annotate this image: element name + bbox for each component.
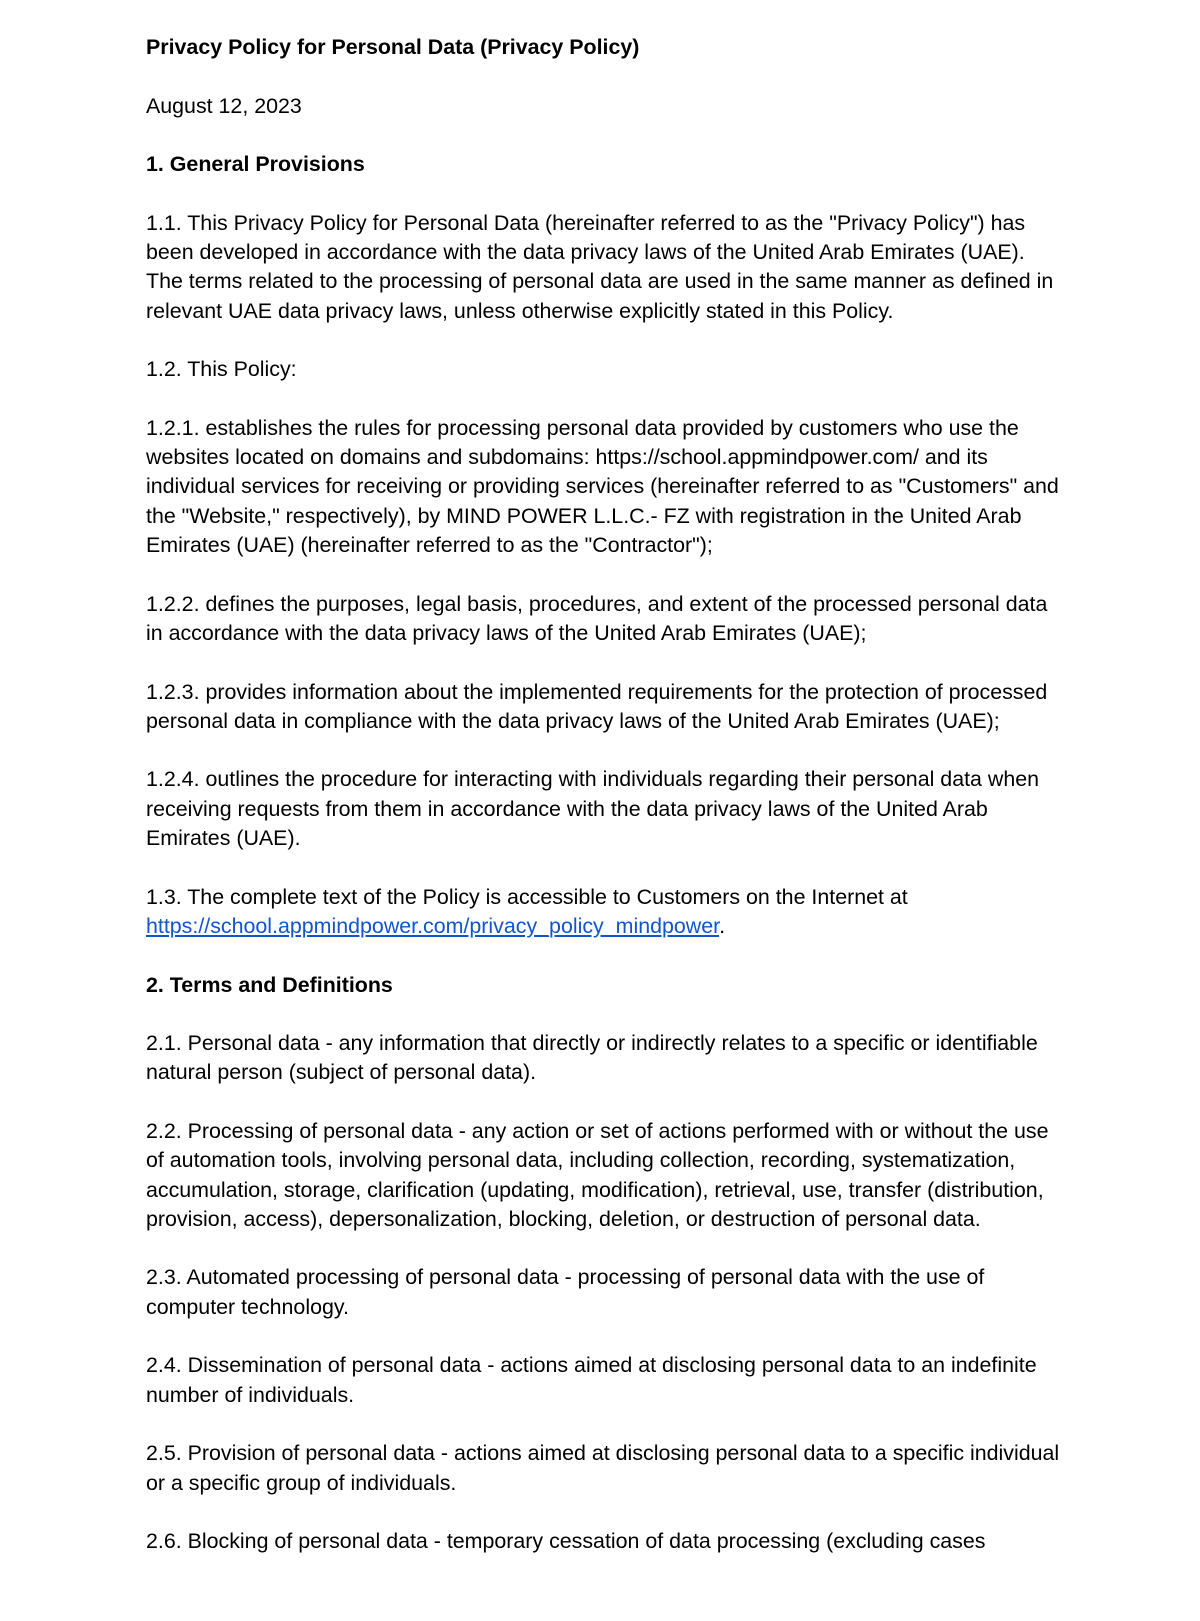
document-title: Privacy Policy for Personal Data (Privacy Policy)	[146, 35, 640, 59]
section-heading-terms-definitions: 2. Terms and Definitions	[146, 972, 393, 997]
paragraph-1-3-text: 1.3. The complete text of the Policy is accessible to Customers on the Internet at	[146, 884, 908, 909]
paragraph-2-4: 2.4. Dissemination of personal data - actions aimed at disclosing personal data to an indefinite number of individuals.	[146, 1353, 1037, 1407]
paragraph-2-3: 2.3. Automated processing of personal data - processing of personal data with the use of computer technology.	[146, 1265, 985, 1319]
paragraph-1-2-1: 1.2.1. establishes the rules for processing personal data provided by customers who use the websites located on domains and subdomains: https://school.appmindpower.com/ and its individual services for receiving or providing services (hereinafter referred to as "Customers" and the "Website," respectively), by MIND POWER L.L.C.- FZ with registration in the United Arab Emirates (UAE) (hereinafter referred to as the "Contractor");	[146, 415, 1059, 558]
document-date: August 12, 2023	[146, 93, 302, 118]
paragraph-1-2-2: 1.2.2. defines the purposes, legal basis, procedures, and extent of the processed personal data in accordance with the data privacy laws of the United Arab Emirates (UAE);	[146, 591, 1048, 645]
section-heading-general-provisions: 1. General Provisions	[146, 152, 365, 177]
paragraph-1-2: 1.2. This Policy:	[146, 357, 297, 382]
paragraph-2-1: 2.1. Personal data - any information that directly or indirectly relates to a specific or identifiable natural person (subject of personal data).	[146, 1031, 1038, 1085]
paragraph-1-2-4: 1.2.4. outlines the procedure for interacting with individuals regarding their personal data when receiving requests from them in accordance with the data privacy laws of the United Arab Emirates (UAE).	[146, 767, 1040, 851]
paragraph-2-6: 2.6. Blocking of personal data - temporary cessation of data processing (excluding cases	[146, 1529, 986, 1554]
paragraph-1-3	[146, 883, 1066, 942]
paragraph-1-2-3: 1.2.3. provides information about the implemented requirements for the protection of processed personal data in compliance with the data privacy laws of the United Arab Emirates (UAE);	[146, 679, 1048, 733]
privacy-policy-link[interactable]: https://school.appmindpower.com/privacy_policy_mindpower	[146, 913, 720, 938]
document-page	[146, 33, 1066, 1586]
paragraph-2-2: 2.2. Processing of personal data - any action or set of actions performed with or without the use of automation tools, involving personal data, including collection, recording, systematization, accumulation, storage, clarification (updating, modification), retrieval, use, transfer (distribution, provision, access), depersonalization, blocking, deletion, or destruction of personal data.	[146, 1118, 1049, 1231]
paragraph-1-1: 1.1. This Privacy Policy for Personal Data (hereinafter referred to as the "Privacy Policy") has been developed in accordance with the data privacy laws of the United Arab Emirates (UAE). The terms related to the processing of personal data are used in the same manner as defined in relevant UAE data privacy laws, unless otherwise explicitly stated in this Policy.	[146, 210, 1054, 323]
paragraph-2-5: 2.5. Provision of personal data - actions aimed at disclosing personal data to a specific individual or a specific group of individuals.	[146, 1441, 1060, 1495]
paragraph-1-3-period: .	[719, 913, 726, 938]
